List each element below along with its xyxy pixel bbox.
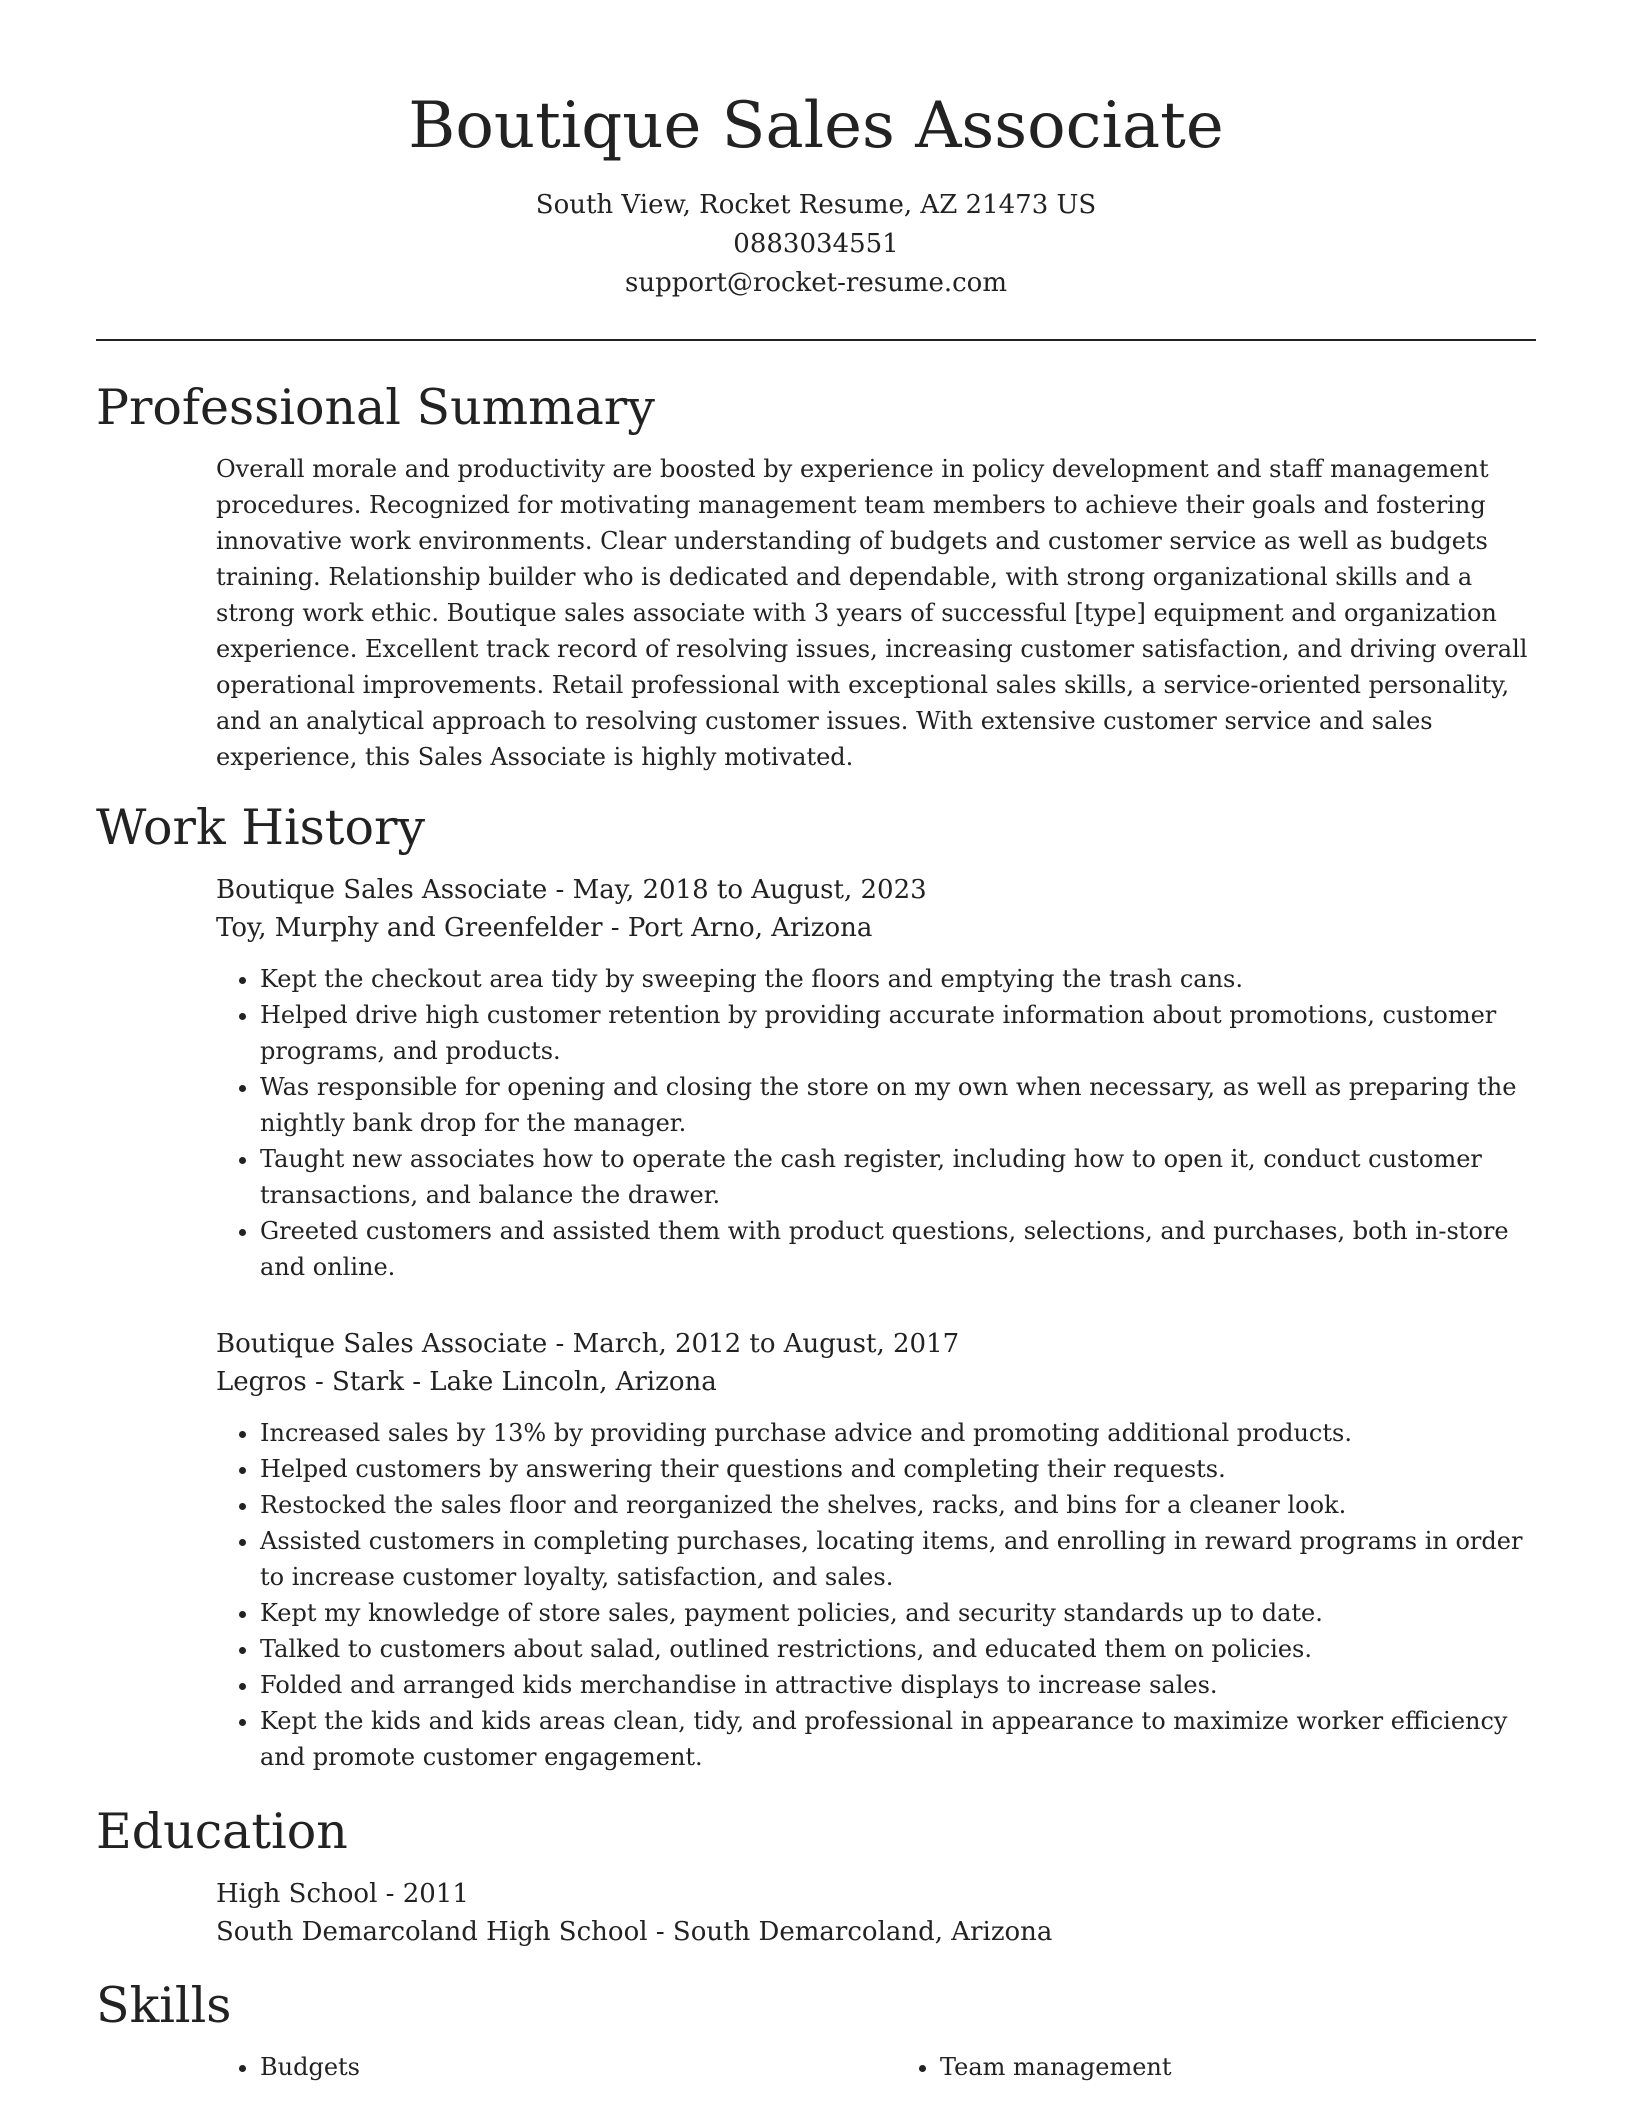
work-section	[96, 795, 1536, 1775]
skills-column-right	[896, 2049, 1536, 2085]
education-location: - South Demarcoland, Arizona	[647, 1917, 1053, 1947]
job-company-line	[216, 1363, 1536, 1401]
contact-address: South View, Rocket Resume, AZ 21473 US	[535, 190, 1097, 220]
job-location: - Lake Lincoln, Arizona	[403, 1367, 717, 1397]
work-title: Work History	[96, 799, 426, 856]
list-item: • Team management	[940, 2049, 1536, 2085]
education-school: South Demarcoland High School	[216, 1917, 648, 1947]
education-degree: High School	[216, 1879, 378, 1909]
job-role: Boutique Sales Associate	[216, 1329, 548, 1359]
contact-phone: 0883034551	[733, 229, 899, 259]
education-degree-line	[216, 1875, 1536, 1913]
education-title: Education	[96, 1803, 348, 1860]
list-item: • Folded and arranged kids merchandise in attractive displays to increase sales.	[260, 1667, 1536, 1703]
job-title-line	[216, 1325, 1536, 1363]
job-dates: - March, 2012 to August, 2017	[547, 1329, 960, 1359]
list-item: • Increased sales by 13% by providing purchase advice and promoting additional products.	[260, 1415, 1536, 1451]
skills-grid	[96, 2039, 1536, 2085]
list-item: • Was responsible for opening and closing the store on my own when necessary, as well as preparing the nightly bank drop for the manager.	[260, 1069, 1536, 1141]
list-item: • Budgets	[260, 2049, 856, 2085]
list-item: • Assisted customers in completing purchases, locating items, and enrolling in reward programs in order to increase customer loyalty, satisfaction, and sales.	[260, 1523, 1536, 1595]
list-item: • Kept the kids and kids areas clean, tidy, and professional in appearance to maximize worker efficiency and promote customer engagement.	[260, 1703, 1536, 1775]
list-item: • Kept the checkout area tidy by sweeping the floors and emptying the trash cans.	[260, 961, 1536, 997]
contact-email: support@rocket-resume.com	[624, 268, 1007, 298]
skills-section	[96, 1973, 1536, 2085]
list-item: • Restocked the sales floor and reorganized the shelves, racks, and bins for a cleaner look.	[260, 1487, 1536, 1523]
job-company-line	[216, 909, 1536, 947]
job-company: Legros - Stark	[216, 1367, 404, 1397]
resume-header	[96, 0, 1536, 303]
list-item: • Greeted customers and assisted them with product questions, selections, and purchases, both in-store and online.	[260, 1213, 1536, 1285]
skills-column-left	[216, 2049, 856, 2085]
education-section	[96, 1799, 1536, 1951]
job-bullets	[216, 1415, 1536, 1775]
job-location: - Port Arno, Arizona	[602, 913, 873, 943]
job-company: Toy, Murphy and Greenfelder	[216, 913, 603, 943]
header-divider	[96, 339, 1536, 341]
job-role: Boutique Sales Associate	[216, 875, 548, 905]
list-item: • Helped drive high customer retention by providing accurate information about promotions, customer programs, and products.	[260, 997, 1536, 1069]
summary-title: Professional Summary	[96, 379, 655, 436]
contact-block	[96, 186, 1536, 303]
job-bullets	[216, 961, 1536, 1285]
list-item: • Kept my knowledge of store sales, payment policies, and security standards up to date.	[260, 1595, 1536, 1631]
summary-text: Overall morale and productivity are boosted by experience in policy development and staff management procedures. Recognized for motivating management team members to achieve their goals and fostering innovative work environments. Clear understanding of budgets and customer service as well as budgets training. Relationship builder who is dedicated and dependable, with strong organizational skills and a strong work ethic. Boutique sales associate with 3 years of successful [type] equipment and organization experience. Excellent track record of resolving issues, increasing customer satisfaction, and driving overall operational improvements. Retail professional with exceptional sales skills, a service-oriented personality, and an analytical approach to resolving customer issues. With extensive customer service and sales experience, this Sales Associate is highly motivated.	[216, 455, 1528, 771]
summary-section	[96, 375, 1536, 775]
education-school-line	[216, 1913, 1536, 1951]
skills-title: Skills	[96, 1977, 232, 2034]
list-item: • Talked to customers about salad, outlined restrictions, and educated them on policies.	[260, 1631, 1536, 1667]
education-body	[96, 1875, 1536, 1951]
education-year: - 2011	[377, 1879, 469, 1909]
list-item: • Taught new associates how to operate the cash register, including how to open it, conduct customer transactions, and balance the drawer.	[260, 1141, 1536, 1213]
job-entry	[216, 871, 1536, 1285]
job-entry	[216, 1325, 1536, 1775]
job-dates: - May, 2018 to August, 2023	[547, 875, 927, 905]
work-body	[96, 871, 1536, 1775]
list-item: • Helped customers by answering their questions and completing their requests.	[260, 1451, 1536, 1487]
job-title-line	[216, 871, 1536, 909]
candidate-name: Boutique Sales Associate	[408, 89, 1224, 163]
summary-body	[96, 451, 1536, 775]
